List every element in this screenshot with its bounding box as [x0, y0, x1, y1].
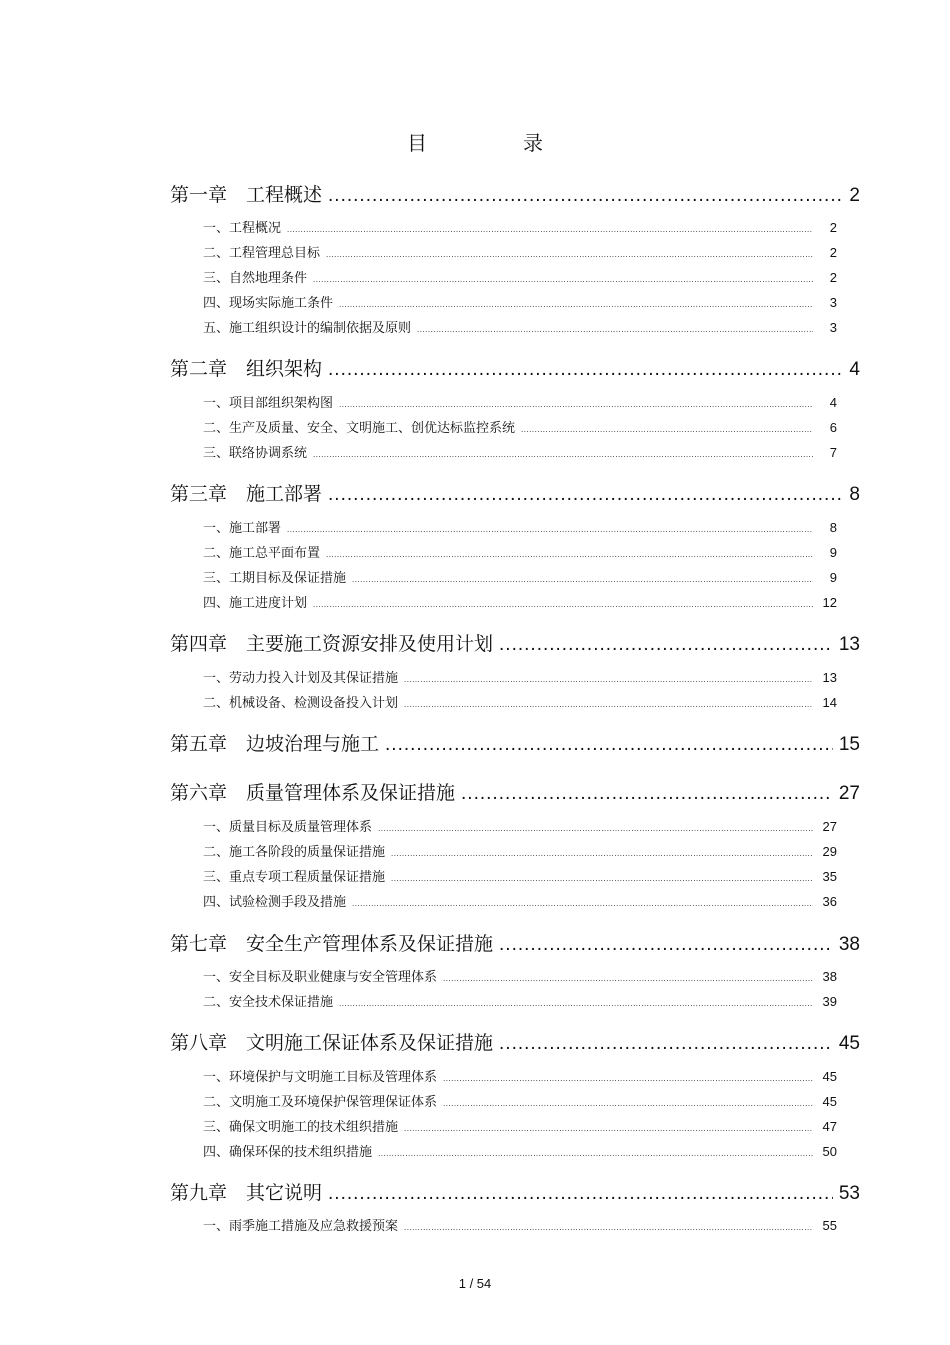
- toc-entry-label: 第五章 边坡治理与施工: [170, 733, 380, 755]
- toc-entry-page-number: 39: [822, 994, 837, 1009]
- toc-entry-page-number: 55: [822, 1218, 837, 1233]
- toc-title: 目 录: [407, 131, 581, 155]
- toc-entry-label: 一、安全目标及职业健康与安全管理体系: [203, 970, 438, 985]
- toc-entry-page-number: 45: [822, 1094, 837, 1109]
- toc-chapter-entry[interactable]: [170, 729, 860, 756]
- toc-dot-leader: [339, 300, 813, 309]
- toc-section-entry[interactable]: [203, 317, 837, 336]
- toc-dot-leader: [404, 1223, 813, 1232]
- toc-dot-leader: [352, 575, 813, 584]
- toc-section-entry[interactable]: [203, 242, 837, 261]
- toc-entry-label: 四、施工进度计划: [203, 596, 308, 611]
- toc-dot-leader: [499, 934, 833, 956]
- toc-chapter-entry[interactable]: [170, 1178, 860, 1205]
- toc-entry-label: 二、机械设备、检测设备投入计划: [203, 696, 399, 711]
- toc-dot-leader: [443, 1074, 813, 1083]
- toc-entry-label: 第二章 组织架构: [170, 358, 323, 380]
- toc-dot-leader: [339, 400, 813, 409]
- toc-dot-leader: [328, 359, 843, 381]
- page-indicator: 1 / 54: [458, 1276, 492, 1291]
- toc-entry-page-number: 8: [849, 484, 860, 505]
- toc-entry-label: 一、雨季施工措施及应急救援预案: [203, 1219, 399, 1234]
- toc-chapter-entry[interactable]: [170, 1028, 860, 1055]
- toc-dot-leader: [499, 1033, 833, 1055]
- toc-entry-label: 一、环境保护与文明施工目标及管理体系: [203, 1070, 438, 1085]
- toc-entry-label: 二、施工总平面布置: [203, 546, 321, 561]
- toc-dot-leader: [443, 1099, 813, 1108]
- toc-entry-page-number: 38: [822, 969, 837, 984]
- toc-entry-label: 一、工程概况: [203, 221, 282, 236]
- toc-dot-leader: [385, 734, 833, 756]
- toc-entry-page-number: 27: [838, 783, 860, 804]
- toc-entry-page-number: 4: [849, 359, 860, 380]
- toc-entry-page-number: 9: [829, 545, 837, 560]
- toc-entry-page-number: 7: [829, 445, 837, 460]
- toc-entry-page-number: 45: [838, 1033, 860, 1054]
- toc-entry-page-number: 2: [829, 220, 837, 235]
- toc-section-entry[interactable]: [203, 1091, 837, 1110]
- toc-dot-leader: [326, 550, 813, 559]
- toc-section-entry[interactable]: [203, 816, 837, 835]
- toc-entry-label: 二、工程管理总目标: [203, 246, 321, 261]
- toc-entry-label: 一、劳动力投入计划及其保证措施: [203, 671, 399, 686]
- toc-chapter-entry[interactable]: [170, 180, 860, 207]
- toc-dot-leader: [313, 600, 813, 609]
- toc-dot-leader: [378, 1149, 813, 1158]
- toc-section-entry[interactable]: [203, 542, 837, 561]
- toc-dot-leader: [313, 450, 813, 459]
- toc-entry-label: 四、确保环保的技术组织措施: [203, 1145, 373, 1160]
- toc-dot-leader: [417, 325, 813, 334]
- toc-entry-label: 第八章 文明施工保证体系及保证措施: [170, 1032, 494, 1054]
- toc-section-entry[interactable]: [203, 891, 837, 910]
- toc-dot-leader: [521, 425, 813, 434]
- toc-dot-leader: [287, 225, 813, 234]
- toc-entry-label: 五、施工组织设计的编制依据及原则: [203, 321, 412, 336]
- toc-entry-label: 第七章 安全生产管理体系及保证措施: [170, 933, 494, 955]
- toc-entry-page-number: 14: [822, 695, 837, 710]
- toc-entry-page-number: 36: [822, 894, 837, 909]
- toc-chapter-entry[interactable]: [170, 778, 860, 805]
- toc-entry-page-number: 2: [829, 270, 837, 285]
- toc-entry-label: 三、自然地理条件: [203, 271, 308, 286]
- toc-section-entry[interactable]: [203, 966, 837, 985]
- toc-entry-page-number: 38: [838, 934, 860, 955]
- toc-entry-label: 三、确保文明施工的技术组织措施: [203, 1120, 399, 1135]
- toc-dot-leader: [391, 849, 813, 858]
- toc-section-entry[interactable]: [203, 841, 837, 860]
- toc-dot-leader: [391, 874, 813, 883]
- toc-entry-page-number: 53: [838, 1183, 860, 1204]
- toc-entry-page-number: 50: [822, 1144, 837, 1159]
- toc-dot-leader: [404, 700, 813, 709]
- toc-entry-label: 二、生产及质量、安全、文明施工、创优达标监控系统: [203, 421, 516, 436]
- toc-entry-page-number: 15: [838, 734, 860, 755]
- toc-entry-page-number: 8: [829, 520, 837, 535]
- toc-section-entry[interactable]: [203, 866, 837, 885]
- toc-entry-label: 第九章 其它说明: [170, 1182, 323, 1204]
- toc-entry-page-number: 27: [822, 819, 837, 834]
- toc-section-entry[interactable]: [203, 267, 837, 286]
- toc-section-entry[interactable]: [203, 667, 837, 686]
- toc-dot-leader: [461, 783, 833, 805]
- toc-dot-leader: [287, 525, 813, 534]
- toc-entry-page-number: 4: [829, 395, 837, 410]
- toc-entry-page-number: 35: [822, 869, 837, 884]
- toc-entry-page-number: 9: [829, 570, 837, 585]
- toc-chapter-entry[interactable]: [170, 629, 860, 656]
- toc-entry-label: 一、项目部组织架构图: [203, 396, 334, 411]
- toc-dot-leader: [443, 974, 813, 983]
- toc-entry-page-number: 3: [829, 320, 837, 335]
- toc-chapter-entry[interactable]: [170, 354, 860, 381]
- toc-entry-label: 四、试验检测手段及措施: [203, 895, 347, 910]
- toc-dot-leader: [404, 675, 813, 684]
- toc-section-entry[interactable]: [203, 392, 837, 411]
- toc-section-entry[interactable]: [203, 1215, 837, 1234]
- toc-section-entry[interactable]: [203, 991, 837, 1010]
- toc-dot-leader: [326, 250, 813, 259]
- toc-dot-leader: [328, 185, 843, 207]
- toc-entry-label: 二、安全技术保证措施: [203, 995, 334, 1010]
- toc-entry-label: 一、质量目标及质量管理体系: [203, 820, 373, 835]
- toc-entry-label: 第三章 施工部署: [170, 483, 323, 505]
- toc-section-entry[interactable]: [203, 217, 837, 236]
- toc-entry-label: 四、现场实际施工条件: [203, 296, 334, 311]
- toc-section-entry[interactable]: [203, 517, 837, 536]
- toc-entry-label: 第六章 质量管理体系及保证措施: [170, 782, 456, 804]
- toc-section-entry[interactable]: [203, 1141, 837, 1160]
- toc-chapter-entry[interactable]: [170, 929, 860, 956]
- toc-section-entry[interactable]: [203, 567, 837, 586]
- toc-section-entry[interactable]: [203, 1066, 837, 1085]
- toc-entry-label: 第四章 主要施工资源安排及使用计划: [170, 633, 494, 655]
- toc-dot-leader: [328, 1183, 833, 1205]
- toc-entry-page-number: 3: [829, 295, 837, 310]
- toc-section-entry[interactable]: [203, 1116, 837, 1135]
- toc-section-entry[interactable]: [203, 442, 837, 461]
- toc-entry-page-number: 2: [849, 185, 860, 206]
- toc-dot-leader: [313, 275, 813, 284]
- toc-entry-page-number: 2: [829, 245, 837, 260]
- toc-entry-page-number: 45: [822, 1069, 837, 1084]
- toc-entry-page-number: 13: [822, 670, 837, 685]
- toc-section-entry[interactable]: [203, 417, 837, 436]
- toc-entry-label: 二、文明施工及环境保护保管理保证体系: [203, 1095, 438, 1110]
- toc-chapter-entry[interactable]: [170, 479, 860, 506]
- toc-dot-leader: [404, 1124, 813, 1133]
- toc-section-entry[interactable]: [203, 592, 837, 611]
- toc-entry-label: 三、重点专项工程质量保证措施: [203, 870, 386, 885]
- toc-dot-leader: [378, 824, 813, 833]
- toc-dot-leader: [328, 484, 843, 506]
- toc-entry-label: 三、工期目标及保证措施: [203, 571, 347, 586]
- toc-dot-leader: [339, 999, 813, 1008]
- toc-dot-leader: [499, 634, 833, 656]
- toc-entry-page-number: 47: [822, 1119, 837, 1134]
- toc-entry-page-number: 29: [822, 844, 837, 859]
- toc-entry-label: 第一章 工程概述: [170, 184, 323, 206]
- toc-entry-label: 二、施工各阶段的质量保证措施: [203, 845, 386, 860]
- toc-entry-page-number: 13: [838, 634, 860, 655]
- toc-entry-label: 三、联络协调系统: [203, 446, 308, 461]
- toc-section-entry[interactable]: [203, 292, 837, 311]
- toc-dot-leader: [352, 899, 813, 908]
- toc-section-entry[interactable]: [203, 692, 837, 711]
- toc-entry-label: 一、施工部署: [203, 521, 282, 536]
- toc-entry-page-number: 6: [829, 420, 837, 435]
- toc-entry-page-number: 12: [822, 595, 837, 610]
